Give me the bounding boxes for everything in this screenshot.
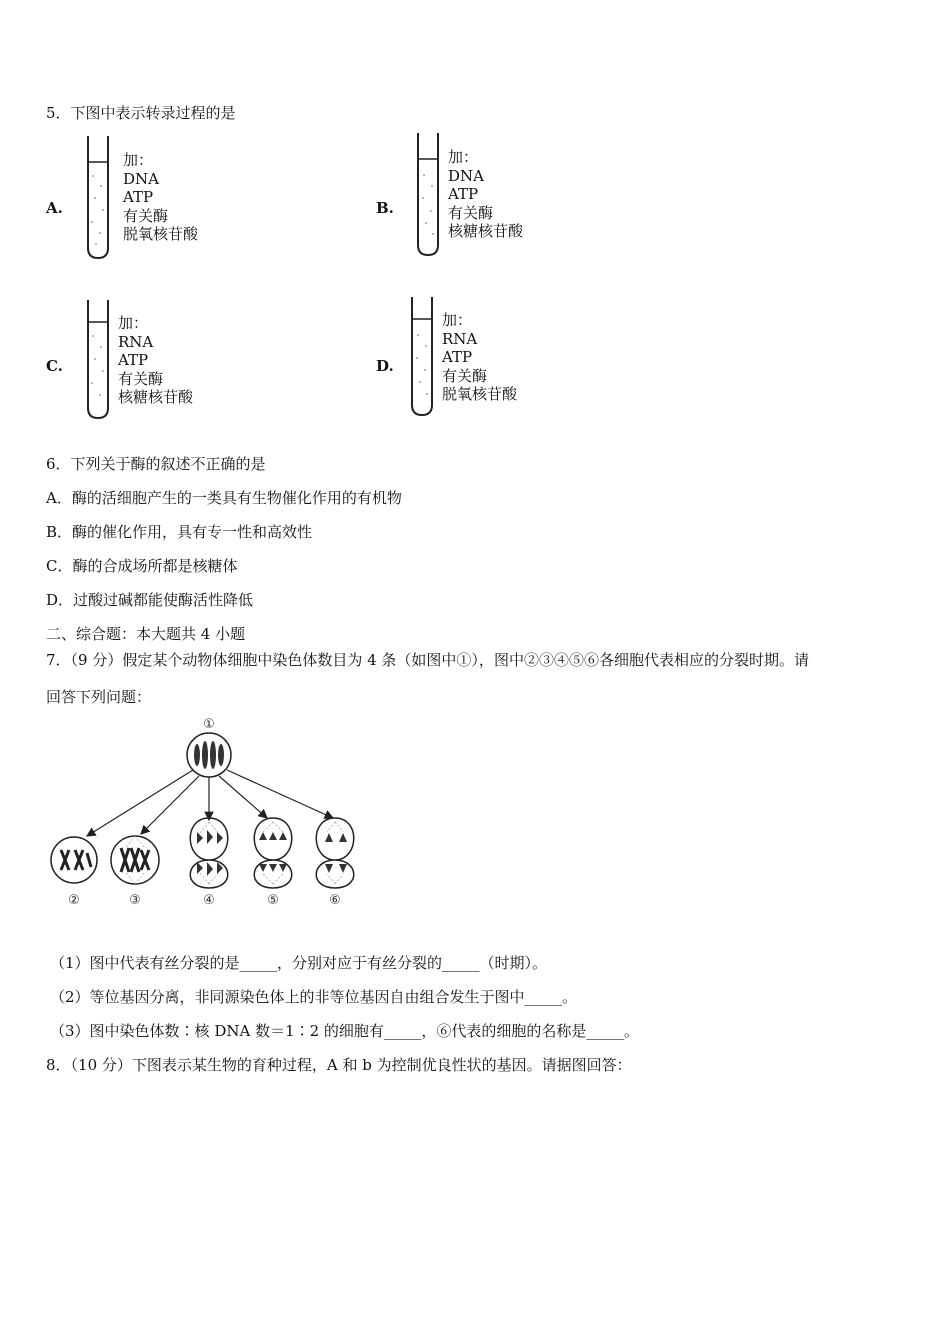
q6-option-b: B．酶的催化作用，具有专一性和高效性 — [46, 523, 313, 541]
q7-subquestion-2: （2）等位基因分离，非同源染色体上的非等位基因自由组合发生于图中_____。 — [50, 988, 578, 1006]
cell-label-3: ③ — [129, 893, 141, 908]
test-tube-a — [84, 136, 124, 262]
q5-stem: 5．下图中表示转录过程的是 — [46, 104, 236, 122]
q5-option-c-reagents: 加： RNA ATP 有关酶 核糖核苷酸 — [118, 314, 194, 406]
q7-subquestion-3: （3）图中染色体数∶核 DNA 数＝1∶2 的细胞有_____，⑥代表的细胞的名称是_____。 — [50, 1022, 639, 1040]
cell-4 — [190, 818, 228, 888]
cell-label-6: ⑥ — [329, 893, 341, 908]
q6-option-d: D．过酸过碱都能使酶活性降低 — [46, 591, 254, 609]
q5-option-d-reagents: 加： RNA ATP 有关酶 脱氧核苷酸 — [442, 311, 518, 403]
cell-6 — [316, 818, 354, 888]
q6-option-c: C．酶的合成场所都是核糖体 — [46, 557, 238, 575]
q7-stem-line2: 回答下列问题： — [46, 688, 152, 706]
cell-division-diagram — [45, 710, 375, 915]
q5-option-d-letter: D. — [376, 357, 394, 375]
q6-option-a: A．酶的活细胞产生的一类具有生物催化作用的有机物 — [46, 489, 402, 507]
q5-option-b-reagents: 加： DNA ATP 有关酶 核糖核苷酸 — [448, 148, 524, 240]
cell-label-5: ⑤ — [267, 893, 279, 908]
cell-5 — [254, 818, 292, 888]
q7-stem-line1: 7．（9 分）假定某个动物体细胞中染色体数目为 4 条（如图中①），图中②③④⑤⑥各细胞代表相应的分裂时期。请 — [46, 651, 809, 669]
q8-stem: 8．（10 分）下图表示某生物的育种过程，A 和 b 为控制优良性状的基因。请据图回答： — [46, 1056, 632, 1074]
cell-label-2: ② — [68, 893, 80, 908]
cell-label-1: ① — [203, 717, 215, 732]
cell-1 — [187, 733, 231, 777]
q7-subquestion-1: （1）图中代表有丝分裂的是_____，分别对应于有丝分裂的_____（时期）。 — [50, 954, 548, 972]
q5-option-a-letter: A. — [46, 199, 63, 217]
q5-option-a-reagents: 加： DNA ATP 有关酶 脱氧核苷酸 — [123, 151, 199, 243]
q6-stem: 6．下列关于酶的叙述不正确的是 — [46, 455, 266, 473]
cell-label-4: ④ — [203, 893, 215, 908]
q5-option-b-letter: B. — [376, 199, 394, 217]
q5-option-c-letter: C. — [46, 357, 63, 375]
section-heading: 二、综合题：本大题共 4 小题 — [46, 625, 246, 643]
